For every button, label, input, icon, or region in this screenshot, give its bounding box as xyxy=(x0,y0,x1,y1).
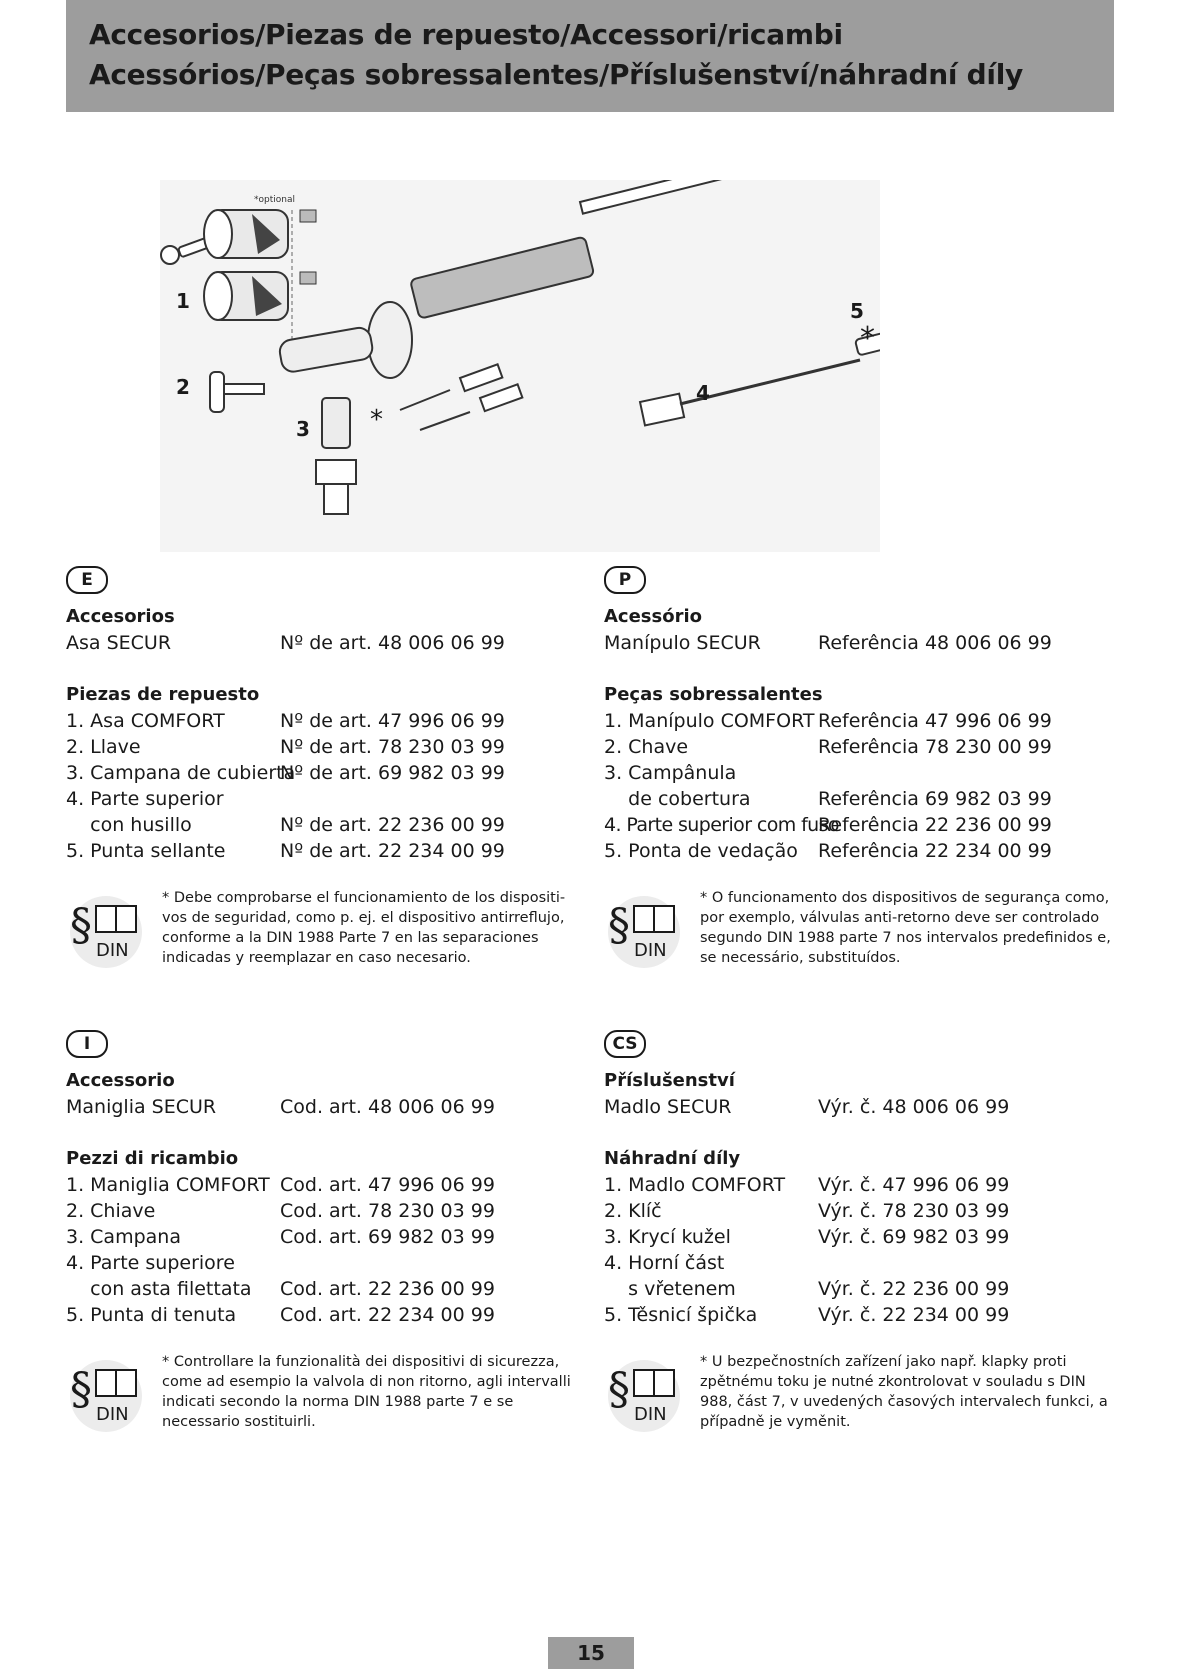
spare-part-row xyxy=(66,814,586,840)
spare-parts-heading: Peças sobressalentes xyxy=(604,684,823,705)
spare-part-row xyxy=(66,1252,586,1278)
optional-label: *optional xyxy=(254,195,295,205)
part-code: Výr. č. 48 006 06 99 xyxy=(818,1096,1010,1118)
accessories-heading: Acessório xyxy=(604,606,703,627)
header-title-line-2: Acessórios/Peças sobressalentes/Příslušenství/náhradní díly xyxy=(89,58,1023,91)
callout-2: 2 xyxy=(176,375,190,399)
part-name: 2. Chave xyxy=(604,736,689,758)
spare-part-row xyxy=(604,736,1124,762)
exploded-parts-drawing xyxy=(160,180,880,552)
part-name: con asta filettata xyxy=(66,1278,252,1300)
part-code: Cod. art. 22 234 00 99 xyxy=(280,1304,495,1326)
page-header xyxy=(66,0,1114,112)
part-code: Referência 22 236 00 99 xyxy=(818,814,1052,836)
spare-part-row xyxy=(604,840,1124,866)
part-code: Referência 22 234 00 99 xyxy=(818,840,1052,862)
accessories-heading: Accesorios xyxy=(66,606,175,627)
spare-part-row xyxy=(604,814,1124,840)
part-code: Referência 78 230 00 99 xyxy=(818,736,1052,758)
din-standard-icon xyxy=(604,1352,680,1440)
spare-part-row xyxy=(66,1278,586,1304)
spare-part-row xyxy=(66,1174,586,1200)
part-name: 2. Llave xyxy=(66,736,141,758)
spare-part-row xyxy=(604,762,1124,788)
language-badge-p: P xyxy=(604,566,646,594)
svg-text:§: § xyxy=(608,1364,630,1415)
part-name: Asa SECUR xyxy=(66,632,172,654)
din-label: DIN xyxy=(96,940,129,961)
part-name: 1. Maniglia COMFORT xyxy=(66,1174,270,1196)
din-standard-icon xyxy=(66,1352,142,1440)
part-name: Maniglia SECUR xyxy=(66,1096,217,1118)
language-badge-e: E xyxy=(66,566,108,594)
safety-note: * Debe comprobarse el funcionamiento de los dispositi-vos de seguridad, como p. ej. el dispositivo antirreflujo, conforme a la DIN 1988 Parte 7 en las separaciones indicadas y reemplazar en caso necesario. xyxy=(162,890,566,966)
section-spanish xyxy=(66,566,586,976)
spare-part-row xyxy=(604,1304,1124,1330)
spare-part-row xyxy=(66,1304,586,1330)
part-name: 3. Campana xyxy=(66,1226,181,1248)
language-badge-cs: CS xyxy=(604,1030,646,1058)
part-code: Nº de art. 69 982 03 99 xyxy=(280,762,505,784)
spare-part-row xyxy=(66,736,586,762)
callout-5-fit: 5 xyxy=(850,299,864,323)
part-code: Referência 69 982 03 99 xyxy=(818,788,1052,810)
part-code: Nº de art. 48 006 06 99 xyxy=(280,632,505,654)
section-czech xyxy=(604,1030,1124,1440)
part-code: Výr. č. 22 234 00 99 xyxy=(818,1304,1010,1326)
callout-1: 1 xyxy=(176,289,190,313)
part-code: Nº de art. 47 996 06 99 xyxy=(280,710,505,732)
part-code: Cod. art. 48 006 06 99 xyxy=(280,1096,495,1118)
part-code: Výr. č. 47 996 06 99 xyxy=(818,1174,1010,1196)
part-name: 5. Punta di tenuta xyxy=(66,1304,237,1326)
part-name: 4. Horní část xyxy=(604,1252,725,1274)
safety-note: * O funcionamento dos dispositivos de segurança como, por exemplo, válvulas anti-retorno deve ser controlado segundo DIN 1988 parte 7 nos intervalos predefinidos e, se necessário, substituídos. xyxy=(700,890,1111,966)
part-name: 4. Parte superior xyxy=(66,788,224,810)
section-italian xyxy=(66,1030,586,1440)
part-code: Nº de art. 78 230 03 99 xyxy=(280,736,505,758)
spare-part-row xyxy=(604,788,1124,814)
spare-part-row xyxy=(604,1226,1124,1252)
part-name: 5. Ponta de vedação xyxy=(604,840,798,862)
part-name: Madlo SECUR xyxy=(604,1096,732,1118)
svg-text:§: § xyxy=(70,900,92,951)
spare-part-row xyxy=(66,1200,586,1226)
screw-icon xyxy=(300,272,316,284)
spare-parts-heading: Pezzi di ricambio xyxy=(66,1148,239,1169)
part-code: Cod. art. 78 230 03 99 xyxy=(280,1200,495,1222)
din-label: DIN xyxy=(634,1404,667,1425)
din-label: DIN xyxy=(634,940,667,961)
spare-part-row xyxy=(66,762,586,788)
section-portuguese xyxy=(604,566,1124,976)
part-name: 3. Krycí kužel xyxy=(604,1226,731,1248)
accessory-row xyxy=(66,632,586,658)
svg-text:§: § xyxy=(608,900,630,951)
part-name: 1. Asa COMFORT xyxy=(66,710,225,732)
comfort-handle-icon xyxy=(204,272,288,320)
part-code: Výr. č. 69 982 03 99 xyxy=(818,1226,1010,1248)
part-name: de cobertura xyxy=(604,788,751,810)
callout-5-asterisk: * xyxy=(860,321,875,356)
secur-handle-icon xyxy=(204,210,288,258)
spare-part-row xyxy=(66,840,586,866)
callout-3: 3 xyxy=(296,417,310,441)
part-code: Cod. art. 47 996 06 99 xyxy=(280,1174,495,1196)
accessories-heading: Accessorio xyxy=(66,1070,175,1091)
part-name: 1. Manípulo COMFORT xyxy=(604,710,815,732)
accessory-row xyxy=(66,1096,586,1122)
part-code: Výr. č. 22 236 00 99 xyxy=(818,1278,1010,1300)
din-standard-icon xyxy=(66,888,142,976)
part-name: 4. Parte superior com fuso xyxy=(604,814,839,836)
part-name: 1. Madlo COMFORT xyxy=(604,1174,786,1196)
spare-part-row xyxy=(604,1278,1124,1304)
part-name: con husillo xyxy=(66,814,192,836)
part-name: 2. Chiave xyxy=(66,1200,156,1222)
spare-part-row xyxy=(66,1226,586,1252)
spare-part-row xyxy=(604,710,1124,736)
header-title-line-1: Accesorios/Piezas de repuesto/Accessori/ricambi xyxy=(89,18,843,51)
part-name: 2. Klíč xyxy=(604,1200,662,1222)
part-code: Referência 47 996 06 99 xyxy=(818,710,1052,732)
spare-part-row xyxy=(66,788,586,814)
part-code: Nº de art. 22 234 00 99 xyxy=(280,840,505,862)
part-code: Referência 48 006 06 99 xyxy=(818,632,1052,654)
callout-4: 4 xyxy=(696,381,710,405)
part-name: 5. Punta sellante xyxy=(66,840,226,862)
screw-icon xyxy=(300,210,316,222)
din-label: DIN xyxy=(96,1404,129,1425)
spare-part-row xyxy=(604,1252,1124,1278)
spare-part-row xyxy=(604,1174,1124,1200)
language-badge-i: I xyxy=(66,1030,108,1058)
part-name: 4. Parte superiore xyxy=(66,1252,235,1274)
spare-parts-heading: Piezas de repuesto xyxy=(66,684,260,705)
spare-part-row xyxy=(66,710,586,736)
accessory-row xyxy=(604,632,1124,658)
safety-note: * Controllare la funzionalità dei dispositivi di sicurezza, come ad esempio la valvola di non ritorno, agli intervalli indicati secondo la norma DIN 1988 parte 7 e se necessario sostituirli. xyxy=(162,1354,571,1430)
part-name: 5. Těsnicí špička xyxy=(604,1304,758,1326)
svg-text:§: § xyxy=(70,1364,92,1415)
part-name: s vřetenem xyxy=(604,1278,736,1300)
part-code: Nº de art. 22 236 00 99 xyxy=(280,814,505,836)
part-code: Cod. art. 22 236 00 99 xyxy=(280,1278,495,1300)
part-name: 3. Campana de cubierta xyxy=(66,762,296,784)
callout-3-asterisk: * xyxy=(370,405,383,435)
part-name: Manípulo SECUR xyxy=(604,632,761,654)
accessory-row xyxy=(604,1096,1124,1122)
part-name: 3. Campânula xyxy=(604,762,737,784)
accessories-heading: Příslušenství xyxy=(604,1070,735,1091)
spare-part-row xyxy=(604,1200,1124,1226)
spare-parts-heading: Náhradní díly xyxy=(604,1148,741,1169)
page-number: 15 xyxy=(548,1637,634,1669)
part-code: Výr. č. 78 230 03 99 xyxy=(818,1200,1010,1222)
part-code: Cod. art. 69 982 03 99 xyxy=(280,1226,495,1248)
safety-note: * U bezpečnostních zařízení jako např. klapky proti zpětnému toku je nutné zkontrolovat v souladu s DIN 988, část 7, v uvedených časových intervalech funkci, a případně je vyměnit. xyxy=(700,1354,1108,1430)
din-standard-icon xyxy=(604,888,680,976)
